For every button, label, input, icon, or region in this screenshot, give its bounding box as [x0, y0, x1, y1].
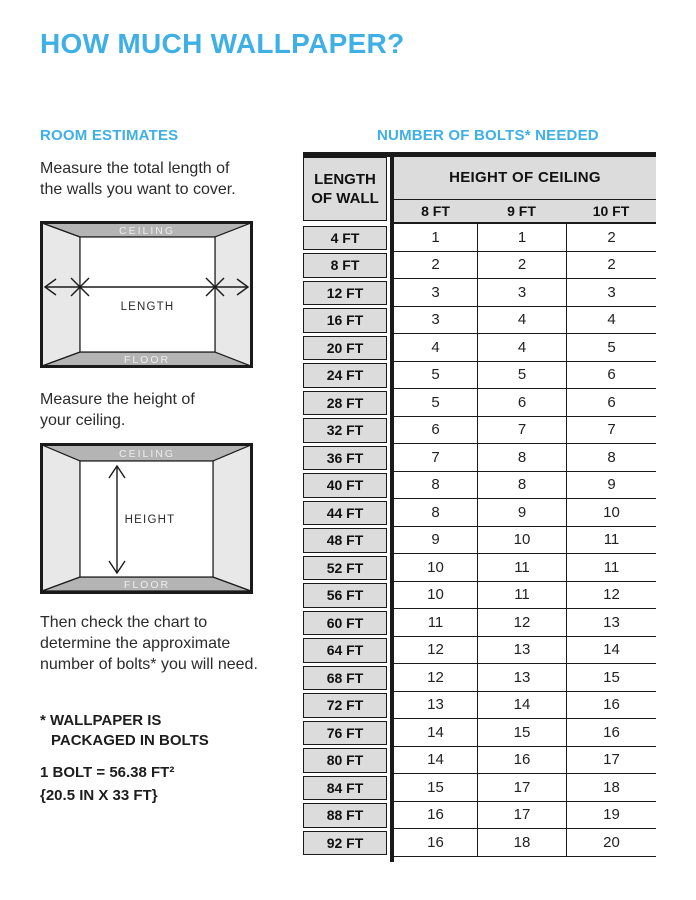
- bolts-count-cell: 10: [566, 499, 656, 527]
- wall-length-cell: 76 FT: [303, 721, 387, 746]
- step3-line3: number of bolts* you will need.: [40, 656, 258, 673]
- bolts-count-cell: 15: [477, 719, 566, 747]
- ceiling-height-subheader: [394, 200, 656, 225]
- bolts-count-cell: 8: [394, 472, 477, 500]
- bolts-count-cell: 15: [566, 664, 656, 692]
- bolts-count-cell: 11: [566, 554, 656, 582]
- room-height-diagram: [40, 443, 253, 594]
- bolts-count-cell: 4: [477, 334, 566, 362]
- bolts-count-cell: 9: [477, 499, 566, 527]
- step2-line2: your ceiling.: [40, 412, 126, 429]
- wall-length-cell: 80 FT: [303, 748, 387, 773]
- floor-label: FLOOR: [123, 579, 171, 591]
- wall-length-cell: 72 FT: [303, 693, 387, 718]
- ceiling-9ft-header: 9 FT: [507, 202, 536, 219]
- bolts-count-cell: 6: [566, 362, 656, 390]
- table-row: [303, 582, 656, 610]
- bolts-count-cell: 12: [477, 609, 566, 637]
- bolts-count-cell: 4: [477, 307, 566, 335]
- length-label: LENGTH: [120, 301, 175, 313]
- right-wall-panel: [213, 445, 251, 591]
- bolts-count-cell: 15: [394, 774, 477, 802]
- bolts-count-cell: 7: [477, 417, 566, 445]
- height-of-ceiling-header: HEIGHT OF CEILING: [394, 157, 656, 200]
- wall-length-cell: 28 FT: [303, 391, 387, 416]
- right-wall-panel: [215, 223, 251, 366]
- table-row: [303, 279, 656, 307]
- bolts-count-cell: 3: [477, 279, 566, 307]
- bolts-count-cell: 4: [566, 307, 656, 335]
- step1-text: [40, 158, 236, 200]
- wall-length-cell: 36 FT: [303, 446, 387, 471]
- wall-length-cell: 60 FT: [303, 611, 387, 636]
- bolts-count-cell: 10: [394, 554, 477, 582]
- bolts-count-cell: 2: [477, 252, 566, 280]
- bolts-count-cell: 3: [394, 279, 477, 307]
- bolts-count-cell: 14: [566, 637, 656, 665]
- bolts-count-cell: 3: [394, 307, 477, 335]
- wall-length-cell: 20 FT: [303, 336, 387, 361]
- wall-length-cell: 88 FT: [303, 803, 387, 828]
- left-wall-panel: [42, 223, 80, 366]
- table-row: [303, 362, 656, 390]
- bolt-size-info: [40, 761, 174, 807]
- bolts-count-cell: 16: [566, 692, 656, 720]
- bolt-size-line2: {20.5 IN X 33 FT}: [40, 787, 158, 804]
- bolts-count-cell: 2: [394, 252, 477, 280]
- step1-line2: the walls you want to cover.: [40, 181, 236, 198]
- step3-line2: determine the approximate: [40, 635, 231, 652]
- bolts-count-cell: 18: [477, 829, 566, 857]
- wall-length-cell: 92 FT: [303, 831, 387, 856]
- bolts-count-cell: 12: [394, 637, 477, 665]
- wall-length-cell: 32 FT: [303, 418, 387, 443]
- ceiling-label: CEILING: [118, 225, 176, 237]
- wall-length-cell: 16 FT: [303, 308, 387, 333]
- bolts-count-cell: 14: [394, 747, 477, 775]
- bolt-table-body: [303, 224, 656, 857]
- bolts-count-cell: 8: [394, 499, 477, 527]
- ceiling-label: CEILING: [118, 448, 176, 460]
- bolts-count-cell: 1: [394, 224, 477, 252]
- table-row: [303, 637, 656, 665]
- bolts-count-cell: 11: [394, 609, 477, 637]
- bolts-count-cell: 5: [394, 389, 477, 417]
- bolts-count-cell: 20: [566, 829, 656, 857]
- table-column-divider: [390, 152, 394, 862]
- table-row: [303, 829, 656, 857]
- wall-length-cell: 24 FT: [303, 363, 387, 388]
- table-row: [303, 747, 656, 775]
- bolts-count-cell: 2: [566, 252, 656, 280]
- table-row: [303, 664, 656, 692]
- bolts-count-cell: 5: [477, 362, 566, 390]
- height-label: HEIGHT: [124, 514, 176, 526]
- bolts-count-cell: 10: [394, 582, 477, 610]
- table-row: [303, 444, 656, 472]
- bolt-size-line1: 1 BOLT = 56.38 FT²: [40, 764, 175, 781]
- table-row: [303, 719, 656, 747]
- table-row: [303, 417, 656, 445]
- floor-label: FLOOR: [123, 354, 171, 366]
- bolts-count-cell: 13: [566, 609, 656, 637]
- bolts-needed-heading: NUMBER OF BOLTS* NEEDED: [377, 127, 599, 144]
- bolts-count-cell: 17: [477, 774, 566, 802]
- table-row: [303, 527, 656, 555]
- bolts-count-cell: 8: [566, 444, 656, 472]
- bolts-count-cell: 14: [394, 719, 477, 747]
- wall-length-cell: 56 FT: [303, 583, 387, 608]
- bolts-count-cell: 17: [566, 747, 656, 775]
- table-row: [303, 307, 656, 335]
- wall-length-cell: 84 FT: [303, 776, 387, 801]
- table-row: [303, 252, 656, 280]
- bolts-count-cell: 7: [394, 444, 477, 472]
- room-length-diagram: [40, 221, 253, 368]
- bolts-count-cell: 13: [477, 664, 566, 692]
- bolts-count-cell: 11: [566, 527, 656, 555]
- table-row: [303, 609, 656, 637]
- table-row: [303, 389, 656, 417]
- step1-line1: Measure the total length of: [40, 160, 230, 177]
- table-row: [303, 472, 656, 500]
- table-header: [303, 157, 656, 224]
- table-row: [303, 692, 656, 720]
- step2-text: [40, 389, 195, 431]
- bolts-count-cell: 16: [394, 829, 477, 857]
- table-row: [303, 774, 656, 802]
- footnote-line2: PACKAGED IN BOLTS: [51, 732, 209, 749]
- wall-length-cell: 4 FT: [303, 226, 387, 251]
- step3-line1: Then check the chart to: [40, 614, 208, 631]
- bolts-count-cell: 9: [566, 472, 656, 500]
- ceiling-8ft-header: 8 FT: [421, 202, 450, 219]
- length-of-wall-header: LENGTH OF WALL: [303, 157, 387, 221]
- bolts-count-cell: 16: [477, 747, 566, 775]
- bolts-count-cell: 19: [566, 802, 656, 830]
- bolts-count-cell: 17: [477, 802, 566, 830]
- bolts-count-cell: 8: [477, 472, 566, 500]
- bolts-count-cell: 2: [566, 224, 656, 252]
- room-estimates-heading: ROOM ESTIMATES: [40, 127, 179, 144]
- wall-length-cell: 40 FT: [303, 473, 387, 498]
- bolts-count-cell: 5: [394, 362, 477, 390]
- wall-length-cell: 44 FT: [303, 501, 387, 526]
- bolts-footnote: [40, 711, 209, 751]
- bolts-count-cell: 13: [477, 637, 566, 665]
- bolts-count-cell: 12: [394, 664, 477, 692]
- bolts-count-cell: 10: [477, 527, 566, 555]
- bolts-count-cell: 1: [477, 224, 566, 252]
- wall-length-cell: 12 FT: [303, 281, 387, 306]
- bolts-count-cell: 6: [394, 417, 477, 445]
- bolts-table: [303, 152, 656, 857]
- wall-length-cell: 48 FT: [303, 528, 387, 553]
- bolts-count-cell: 18: [566, 774, 656, 802]
- step3-text: [40, 612, 258, 675]
- bolts-count-cell: 8: [477, 444, 566, 472]
- ceiling-10ft-header: 10 FT: [592, 202, 630, 219]
- bolts-count-cell: 5: [566, 334, 656, 362]
- bolts-count-cell: 11: [477, 582, 566, 610]
- bolts-count-cell: 12: [566, 582, 656, 610]
- table-row: [303, 334, 656, 362]
- table-row: [303, 802, 656, 830]
- wall-length-cell: 64 FT: [303, 638, 387, 663]
- table-row: [303, 499, 656, 527]
- wall-length-cell: 8 FT: [303, 253, 387, 278]
- bolts-count-cell: 4: [394, 334, 477, 362]
- bolts-count-cell: 7: [566, 417, 656, 445]
- bolts-count-cell: 14: [477, 692, 566, 720]
- bolts-count-cell: 11: [477, 554, 566, 582]
- left-wall-panel: [42, 445, 80, 591]
- wall-length-cell: 68 FT: [303, 666, 387, 691]
- bolts-count-cell: 13: [394, 692, 477, 720]
- bolts-count-cell: 16: [394, 802, 477, 830]
- page-title: HOW MUCH WALLPAPER?: [40, 28, 405, 59]
- table-row: [303, 224, 656, 252]
- step2-line1: Measure the height of: [40, 391, 195, 408]
- bolts-count-cell: 16: [566, 719, 656, 747]
- bolts-count-cell: 6: [477, 389, 566, 417]
- bolts-count-cell: 3: [566, 279, 656, 307]
- bolts-count-cell: 9: [394, 527, 477, 555]
- table-row: [303, 554, 656, 582]
- footnote-line1: * WALLPAPER IS: [40, 712, 162, 729]
- back-wall-panel: [80, 237, 215, 352]
- wall-length-cell: 52 FT: [303, 556, 387, 581]
- bolts-count-cell: 6: [566, 389, 656, 417]
